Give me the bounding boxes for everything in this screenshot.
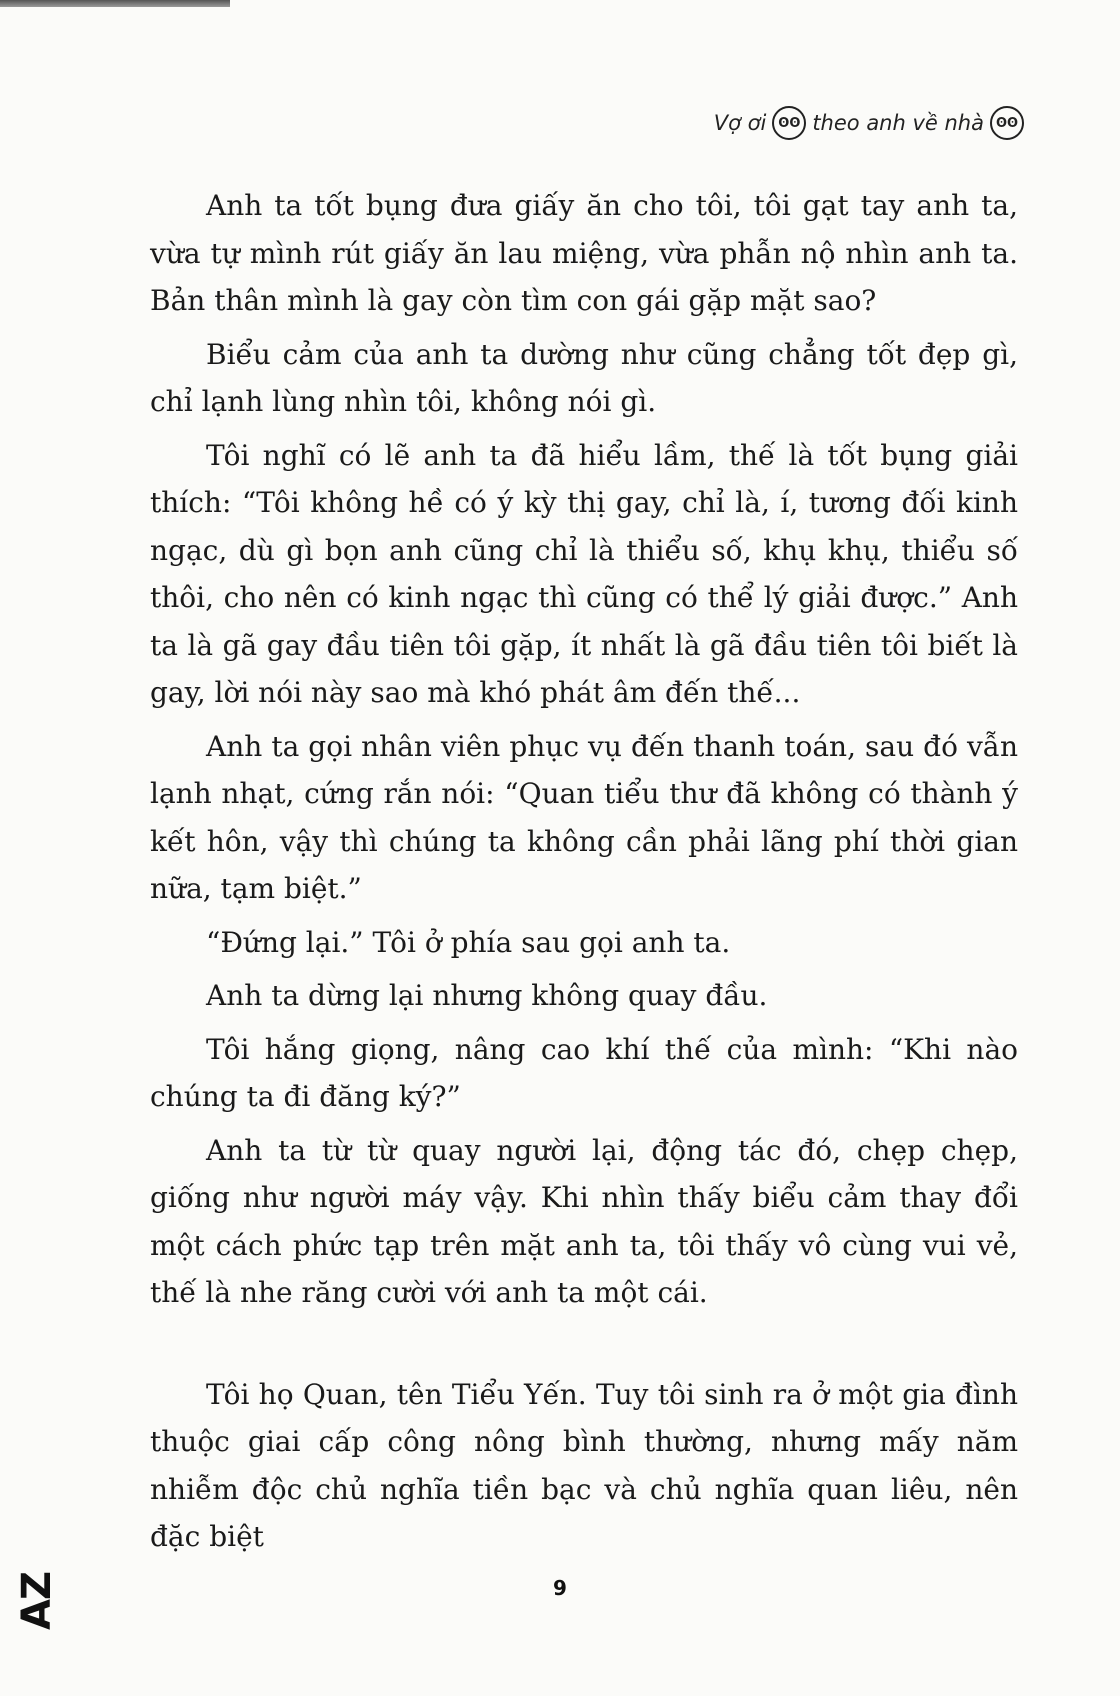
emoji-face-icon: ʘʘ <box>772 106 806 140</box>
body-text <box>150 182 1018 1567</box>
paragraph: Anh ta gọi nhân viên phục vụ đến thanh toán, sau đó vẫn lạnh nhạt, cứng rắn nói: “Quan tiểu thư đã không có thành ý kết hôn, vậy thì chúng ta không cần phải lãng phí thời gian nữa, tạm biệt.” <box>150 729 1018 905</box>
page-number: 9 <box>553 1576 567 1600</box>
paragraph: Anh ta dừng lại nhưng không quay đầu. <box>206 979 768 1012</box>
paragraph: Tôi hắng giọng, nâng cao khí thế của mình: “Khi nào chúng ta đi đăng ký?” <box>150 1032 1018 1113</box>
paragraph: Tôi họ Quan, tên Tiểu Yến. Tuy tôi sinh ra ở một gia đình thuộc giai cấp công nông bình thường, nhưng mấy năm nhiễm độc chủ nghĩa tiền bạc và chủ nghĩa quan liêu, nên đặc biệt <box>150 1377 1018 1553</box>
publisher-logo: AZ <box>14 1572 60 1630</box>
scan-edge <box>0 0 230 7</box>
running-header <box>714 106 1024 140</box>
paragraph: Tôi nghĩ có lẽ anh ta đã hiểu lầm, thế là tốt bụng giải thích: “Tôi không hề có ý kỳ thị gay, chỉ là, í, tương đối kinh ngạc, dù gì bọn anh cũng chỉ là thiểu số, khụ khụ, thiểu số thôi, cho nên có kinh ngạc thì cũng có thể lý giải được.” Anh ta là gã gay đầu tiên tôi gặp, ít nhất là gã đầu tiên tôi biết là gay, lời nói này sao mà khó phát âm đến thế... <box>150 438 1018 709</box>
emoji-face-icon: ʘʘ <box>990 106 1024 140</box>
paragraph: Anh ta tốt bụng đưa giấy ăn cho tôi, tôi gạt tay anh ta, vừa tự mình rút giấy ăn lau miệng, vừa phẫn nộ nhìn anh ta. Bản thân mình là gay còn tìm con gái gặp mặt sao? <box>150 189 1018 317</box>
paragraph: Anh ta từ từ quay người lại, động tác đó, chẹp chẹp, giống như người máy vậy. Khi nhìn thấy biểu cảm thay đổi một cách phức tạp trên mặt anh ta, tôi thấy vô cùng vui vẻ, thế là nhe răng cười với anh ta một cái. <box>150 1133 1018 1309</box>
header-title-part-2: theo anh về nhà <box>812 111 984 135</box>
paragraph: Biểu cảm của anh ta dường như cũng chẳng tốt đẹp gì, chỉ lạnh lùng nhìn tôi, không nói gì. <box>150 337 1018 418</box>
header-title-part-1: Vợ ơi <box>713 111 767 135</box>
paragraph: “Đứng lại.” Tôi ở phía sau gọi anh ta. <box>206 925 731 959</box>
